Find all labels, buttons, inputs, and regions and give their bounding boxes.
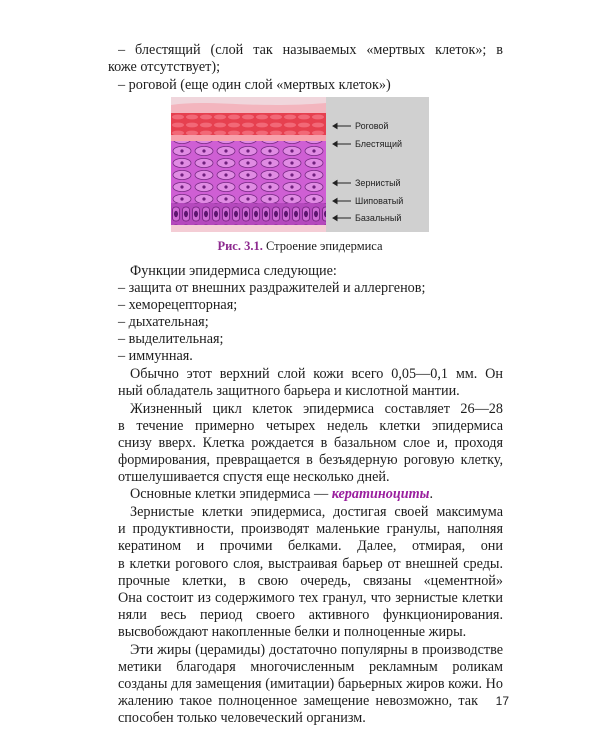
epidermis-figure [171,97,429,232]
figure-caption-text: Строение эпидермиса [265,239,383,253]
text-line: Обычно этот верхний слой кожи всего 0,05—0,1 мм. Он [130,366,503,382]
text-line: снизу вверх. Клетка рождается в базальном слое и, проходя [118,435,503,451]
text-line: формирования, превращается в безъядерную роговую клетку, [118,452,503,468]
granular-spinous-layer-shape [171,141,326,203]
legend-basal: Базальный [355,213,402,223]
text-line: способен только человеческий организм. [118,710,366,726]
text-line: метики благодаря многочисленным рекламным роликам [118,659,503,675]
text-line: Жизненный цикл клеток эпидермиса составляет 26—28 [130,401,503,417]
function-item: – защита от внешних раздражителей и аллергенов; [118,280,426,296]
text-line: коже отсутствует); [108,59,221,75]
text-line: прочные клетки, в свою очередь, связаны «цементной» [118,573,503,589]
text-line: – роговой (еще один слой «мертвых клеток») [118,77,391,93]
function-item: – выделительная; [118,331,224,347]
main-cells-prefix: Основные клетки эпидермиса — [130,486,332,502]
main-cells-line [130,486,515,503]
functions-intro: Функции эпидермиса следующие: [130,263,337,279]
text-line: – блестящий (слой так называемых «мертвых клеток»; в [118,42,503,58]
text-line: ный обладатель защитного барьера и кислотной мантии. [118,383,460,399]
text-line: отшелушивается спустя еще несколько дней. [118,469,390,485]
figure-caption-label: Рис. 3.1. [217,239,263,253]
text-line: жалению такое полноценное замещение невозможно, так [118,693,478,709]
clear-layer-shape [171,135,326,141]
text-line: кератином и прочими белками. Далее, отмирая, они [118,538,503,554]
main-cells-suffix: . [429,486,434,502]
figure-caption [0,238,600,254]
text-line: Эти жиры (церамиды) достаточно популярны в производстве [130,642,503,658]
legend-horny: Роговой [355,121,389,131]
text-line: и продуктивности, производят маленькие гранулы, наполняя [118,521,503,537]
basal-layer-shape [171,203,326,225]
legend-spinous: Шиповатый [355,196,404,206]
function-item: – дыхательная; [118,314,209,330]
function-item: – иммунная. [118,348,193,364]
text-line: созданы для замещения (имитации) барьерных жиров кожи. Но [118,676,503,692]
text-line: няли весь период своего активного функционирования. [118,607,503,623]
legend-granular: Зернистый [355,178,401,188]
horny-layer-shape [171,113,326,135]
text-line: Зернистые клетки эпидермиса, достигая своей максимума [130,504,503,520]
epidermis-illustration [171,97,429,232]
text-line: высвобождают накопленные белки и полноценные жиры. [118,624,467,640]
legend-clear: Блестящий [355,139,403,149]
text-line: в клетки рогового слоя, выстраивая барьер от внешней среды. [118,556,503,572]
keratinocytes-term: кератиноциты [331,486,430,502]
function-item: – хеморецепторная; [118,297,238,313]
text-line: в течение примерно четырех недель клетки эпидермиса [118,418,503,434]
text-line: Она состоит из содержимого тех гранул, что зернистые клетки [118,590,503,606]
page-number: 17 [495,694,509,708]
